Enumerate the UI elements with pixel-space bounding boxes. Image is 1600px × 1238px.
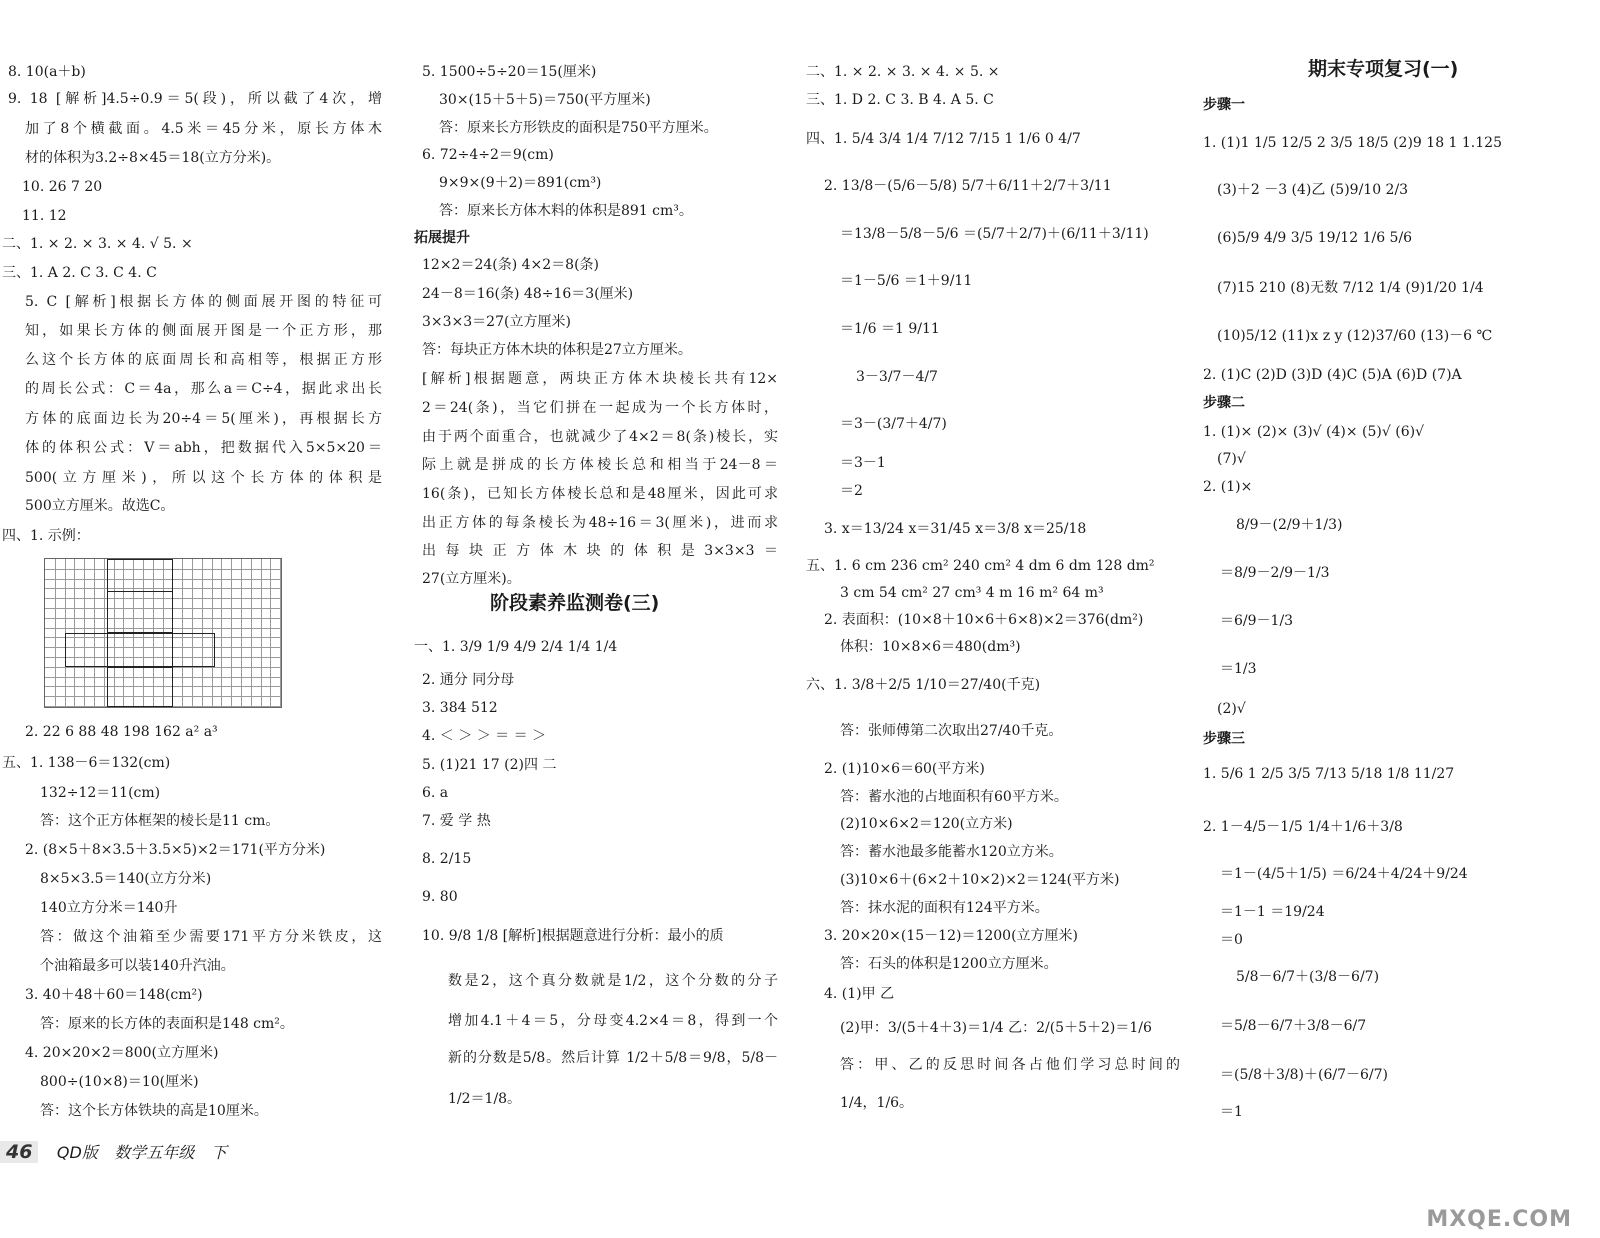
answer-line: 的周长公式：C＝4a，那么a＝C÷4，据此求出长 (25, 381, 382, 397)
answer-line: 8. 10(a＋b) (8, 64, 86, 80)
answer-line: 答：石头的体积是1200立方厘米。 (840, 956, 1058, 972)
grid-line (221, 559, 222, 707)
answer-line: 么这个长方体的底面周长和高相等，根据正方形 (25, 352, 382, 368)
grid-line (261, 559, 262, 707)
answer-line: ＝1/6 ＝1 9/11 (840, 321, 940, 337)
answer-line: 二、1. × 2. × 3. × 4. √ 5. × (2, 236, 193, 252)
answer-line: (2)甲：3/(5＋4＋3)＝1/4 乙：2/(5＋5＋2)＝1/6 (840, 1020, 1152, 1036)
answer-line: 答：原来的长方体的表面积是148 cm²。 (40, 1016, 294, 1032)
answer-column-4 (1200, 0, 1600, 1238)
answer-line: ＝1－5/6 ＝1＋9/11 (840, 273, 973, 289)
answer-line: 知，如果长方体的侧面展开图是一个正方形，那 (25, 323, 382, 339)
answer-line: ＝0 (1220, 932, 1243, 948)
answer-line: 答：蓄水池最多能蓄水120立方米。 (840, 844, 1063, 860)
answer-line: ＝13/8－5/8－5/6 ＝(5/7＋2/7)＋(6/11＋3/11) (840, 226, 1149, 242)
footer-volume: 下 (210, 1143, 227, 1162)
net-face-outline (107, 591, 173, 633)
answer-line: 9. 80 (422, 889, 458, 905)
answer-line: 7. 爱 学 热 (422, 813, 491, 829)
answer-column-3 (806, 0, 1194, 1238)
answer-line: 加了8个横截面。4.5米＝45分米，原长方体木 (25, 121, 382, 137)
answer-line: 4. ＜ ＞ ＞ ＝ ＝ ＞ (422, 728, 547, 744)
answer-line: ＝1－1 ＝19/24 (1220, 904, 1325, 920)
answer-line: (7)15 210 (8)无数 7/12 1/4 (9)1/20 1/4 (1217, 280, 1484, 296)
footer-edition: QD版 (56, 1143, 98, 1162)
section-title: 期末专项复习(一) (1308, 58, 1459, 80)
answer-line: 三、1. A 2. C 3. C 4. C (2, 265, 157, 281)
answer-line: 2. 表面积：(10×8＋10×6＋6×8)×2＝376(dm²) (824, 612, 1144, 628)
answer-line: 2. (1)10×6＝60(平方米) (824, 761, 985, 777)
grid-line (270, 559, 271, 707)
answer-line: (7)√ (1217, 451, 1246, 467)
answer-line: 30×(15＋5＋5)＝750(平方厘米) (439, 92, 651, 108)
answer-line: 步骤一 (1203, 97, 1245, 113)
answer-line: 答：张师傅第二次取出27/40千克。 (840, 723, 1063, 739)
answer-line: 3. x＝13/24 x＝31/45 x＝3/8 x＝25/18 (824, 521, 1087, 537)
answer-line: ＝1－(4/5＋1/5) ＝6/24＋4/24＋9/24 (1220, 866, 1468, 882)
answer-line: 由于两个面重合，也就减少了4×2＝8(条)棱长，实 (422, 429, 778, 445)
page-footer (0, 1140, 227, 1163)
answer-line: 1/2＝1/8。 (448, 1091, 522, 1107)
answer-line: 答：甲、乙的反思时间各占他们学习总时间的 (840, 1057, 1180, 1073)
answer-line: 数是2，这个真分数就是1/2，这个分数的分子 (448, 973, 778, 989)
page-number: 46 (0, 1141, 38, 1163)
answer-column-2 (414, 0, 800, 1238)
answer-line: 140立方分米＝140升 (40, 900, 178, 916)
answer-line: (3)10×6＋(6×2＋10×2)×2＝124(平方米) (840, 872, 1120, 888)
answer-line: 答：抹水泥的面积有124平方米。 (840, 900, 1049, 916)
answer-line: 9. 18 [解析]4.5÷0.9＝5(段)，所以截了4次，增 (8, 91, 382, 107)
answer-line: 答：蓄水池的占地面积有60平方米。 (840, 789, 1068, 805)
answer-line: 步骤二 (1203, 395, 1245, 411)
answer-line: 六、1. 3/8＋2/5 1/10＝27/40(千克) (806, 677, 1041, 693)
grid-line (241, 559, 242, 707)
answer-line: 8/9－(2/9＋1/3) (1236, 517, 1343, 533)
answer-line: 四、1. 示例： (2, 528, 90, 544)
answer-line: ＝6/9－1/3 (1220, 613, 1294, 629)
watermark-logo: MXQE.COM (1426, 1207, 1572, 1232)
net-face-outline (107, 667, 173, 707)
answer-line: 1/4，1/6。 (840, 1095, 914, 1111)
answer-line: 体积：10×8×6＝480(dm³) (840, 639, 1021, 655)
answer-line: 三、1. D 2. C 3. B 4. A 5. C (806, 92, 994, 108)
answer-line: 5. (1)21 17 (2)四 二 (422, 757, 557, 773)
answer-line: 16(条)，已知长方体棱长总和是48厘米，因此可求 (422, 486, 778, 502)
answer-line: 答：原来长方体木料的体积是891 cm³。 (439, 203, 693, 219)
answer-line: 2. 13/8－(5/6－5/8) 5/7＋6/11＋2/7＋3/11 (824, 178, 1112, 194)
answer-line: 答：做这个油箱至少需要171平方分米铁皮，这 (40, 929, 382, 945)
answer-line: 增加4.1＋4＝5，分母变4.2×4＝8，得到一个 (448, 1013, 778, 1029)
answer-line: 2. (1)C (2)D (3)D (4)C (5)A (6)D (7)A (1203, 367, 1462, 383)
answer-line: 答：每块正方体木块的体积是27立方厘米。 (422, 342, 692, 358)
answer-line: 出正方体的每条棱长为48÷16＝3(厘米)，进而求 (422, 515, 778, 531)
answer-line: 9×9×(9＋2)＝891(cm³) (439, 175, 602, 191)
answer-line: 10. 9/8 1/8 [解析]根据题意进行分析：最小的质 (422, 928, 724, 944)
answer-line: [解析]根据题意，两块正方体木块棱长共有12× (422, 371, 778, 387)
section-title: 阶段素养监测卷(三) (490, 592, 660, 614)
answer-line: 五、1. 6 cm 236 cm² 240 cm² 4 dm 6 dm 128 dm² (806, 558, 1155, 574)
answer-line: 步骤三 (1203, 731, 1245, 747)
answer-line: ＝3－(3/7＋4/7) (840, 416, 947, 432)
answer-line: ＝8/9－2/9－1/3 (1220, 565, 1330, 581)
answer-line: 3－3/7－4/7 (856, 369, 938, 385)
answer-line: 4. 20×20×2＝800(立方厘米) (25, 1045, 219, 1061)
answer-line: 答：原来长方形铁皮的面积是750平方厘米。 (439, 120, 718, 136)
answer-line: (6)5/9 4/9 3/5 19/12 1/6 5/6 (1217, 230, 1413, 246)
answer-line: 800÷(10×8)＝10(厘米) (40, 1074, 199, 1090)
answer-line: 个油箱最多可以装140升汽油。 (40, 958, 235, 974)
answer-line: 3. 40＋48＋60＝148(cm²) (25, 987, 203, 1003)
answer-line: 6. a (422, 785, 449, 801)
answer-line: 3 cm 54 cm² 27 cm³ 4 m 16 m² 64 m³ (840, 585, 1104, 601)
answer-line: 5. C [解析]根据长方体的侧面展开图的特征可 (25, 294, 382, 310)
answer-line: 2. (8×5＋8×3.5＋3.5×5)×2＝171(平方分米) (25, 842, 326, 858)
answer-line: 1. (1)1 1/5 12/5 2 3/5 18/5 (2)9 18 1 1.125 (1203, 135, 1502, 151)
footer-subject: 数学五年级 (114, 1143, 195, 1162)
answer-line: 500(立方厘米)，所以这个长方体的体积是 (25, 470, 382, 486)
answer-line: 24－8＝16(条) 48÷16＝3(厘米) (422, 286, 634, 302)
answer-line: 3. 20×20×(15－12)＝1200(立方厘米) (824, 928, 1079, 944)
answer-line: 10. 26 7 20 (22, 179, 103, 195)
answer-line: 5/8－6/7＋(3/8－6/7) (1236, 969, 1380, 985)
answer-line: 6. 72÷4÷2＝9(cm) (422, 147, 554, 163)
answer-line: 体的体积公式：V＝abh，把数据代入5×5×20＝ (25, 440, 382, 456)
answer-line: ＝5/8－6/7＋3/8－6/7 (1220, 1018, 1367, 1034)
answer-line: 1. 5/6 1 2/5 3/5 7/13 5/18 1/8 11/27 (1203, 766, 1455, 782)
answer-line: 4. (1)甲 乙 (824, 986, 895, 1002)
answer-line: 际上就是拼成的长方体棱长总和相当于24－8＝ (422, 457, 778, 473)
grid-example-figure (44, 558, 282, 708)
answer-line: 12×2＝24(条) 4×2＝8(条) (422, 257, 600, 273)
answer-line: 五、1. 138－6＝132(cm) (2, 755, 171, 771)
answer-line: 2＝24(条)，当它们拼在一起成为一个长方体时， (422, 400, 778, 416)
answer-line: 2. 通分 同分母 (422, 672, 515, 688)
answer-line: 27(立方厘米)。 (422, 571, 521, 587)
answer-line: (2)√ (1217, 701, 1246, 717)
answer-line: 一、1. 3/9 1/9 4/9 2/4 1/4 1/4 (414, 639, 618, 655)
answer-line: (3)＋2 －3 (4)乙 (5)9/10 2/3 (1217, 182, 1409, 198)
answer-line: ＝1 (1220, 1104, 1243, 1120)
answer-line: 8. 2/15 (422, 851, 472, 867)
answer-line: 132÷12＝11(cm) (40, 785, 161, 801)
answer-line: 3. 384 512 (422, 700, 498, 716)
answer-line: 答：这个正方体框架的棱长是11 cm。 (40, 813, 280, 829)
answer-line: 二、1. × 2. × 3. × 4. × 5. × (806, 64, 1000, 80)
answer-line: 2. 22 6 88 48 198 162 a² a³ (25, 724, 218, 740)
answer-line: 四、1. 5/4 3/4 1/4 7/12 7/15 1 1/6 0 4/7 (806, 131, 1081, 147)
answer-line: 2. 1－4/5－1/5 1/4＋1/6＋3/8 (1203, 819, 1403, 835)
answer-line: (10)5/12 (11)x z y (12)37/60 (13)－6 ℃ (1217, 328, 1493, 344)
answer-line: 拓展提升 (414, 230, 470, 246)
answer-line: ＝1/3 (1220, 661, 1257, 677)
answer-line: 出每块正方体木块的体积是3×3×3＝ (422, 543, 778, 559)
answer-line: 8×5×3.5＝140(立方分米) (40, 871, 212, 887)
answer-line: 2. (1)× (1203, 479, 1253, 495)
grid-line (55, 559, 56, 707)
answer-line: 答：这个长方体铁块的高是10厘米。 (40, 1103, 268, 1119)
answer-line: ＝(5/8＋3/8)＋(6/7－6/7) (1220, 1067, 1388, 1083)
answer-line: 新的分数是5/8。然后计算 1/2＋5/8＝9/8，5/8－ (448, 1050, 778, 1066)
answer-line: (2)10×6×2＝120(立方米) (840, 816, 1013, 832)
answer-line: 材的体积为3.2÷8×45＝18(立方分米)。 (25, 150, 281, 166)
answer-line: 500立方厘米。故选C。 (25, 498, 175, 514)
answer-line: 5. 1500÷5÷20＝15(厘米) (422, 64, 597, 80)
net-face-outline (65, 633, 215, 667)
grid-line (280, 559, 281, 707)
answer-line: 方体的底面边长为20÷4＝5(厘米)，再根据长方 (25, 411, 382, 427)
grid-line (231, 559, 232, 707)
answer-line: 11. 12 (22, 208, 67, 224)
answer-line: ＝3－1 (840, 455, 886, 471)
answer-line: 3×3×3＝27(立方厘米) (422, 314, 571, 330)
answer-line: ＝2 (840, 483, 863, 499)
answer-line: 1. (1)× (2)× (3)√ (4)× (5)√ (6)√ (1203, 424, 1424, 440)
grid-line (251, 559, 252, 707)
